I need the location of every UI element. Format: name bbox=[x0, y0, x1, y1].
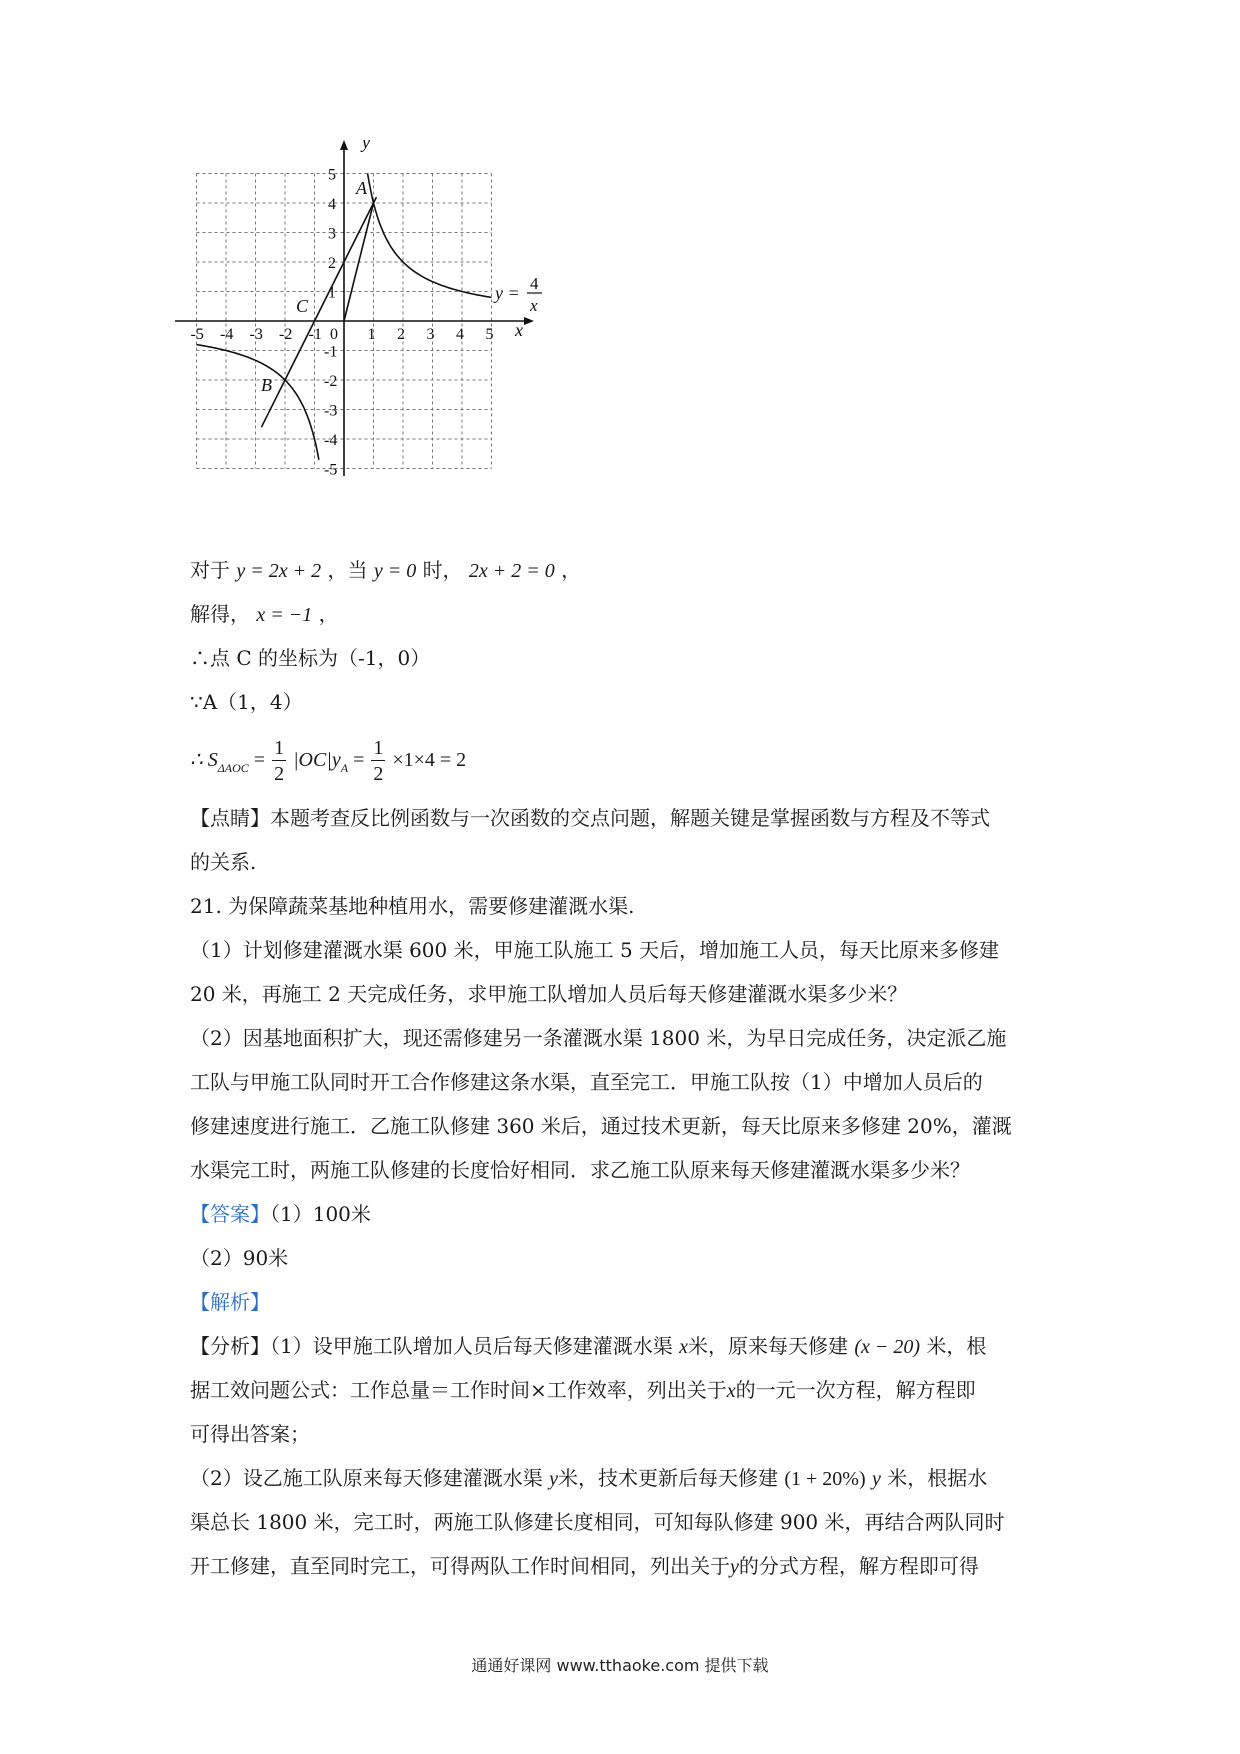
question-p2-line-1: （2）因基地面积扩大，现还需修建另一条灌溉水渠 1800 米，为早日完成任务，决定派乙施 bbox=[190, 1026, 1007, 1050]
y-tick-label: -1 bbox=[324, 343, 338, 361]
variable: y bbox=[871, 1468, 881, 1490]
text: 的分式方程，解方程即可得 bbox=[738, 1554, 979, 1578]
solution-line-3: ∴点 C 的坐标为（-1，0） bbox=[190, 646, 431, 670]
text: = bbox=[353, 749, 365, 771]
solution-line-1 bbox=[190, 548, 1070, 592]
numerator: 1 bbox=[373, 737, 384, 760]
text: （1）100米 bbox=[270, 1202, 371, 1226]
point-a-label: A bbox=[356, 178, 367, 198]
text: ，当 bbox=[327, 558, 368, 582]
text: 对于 bbox=[190, 558, 230, 582]
question-p2-line-3: 修建速度进行施工．乙施工队修建 360 米后，通过技术更新，每天比原来多修建 20%，灌溉 bbox=[190, 1114, 1012, 1138]
solution-line-4: ∵A（1，4） bbox=[190, 690, 303, 714]
text: （2）设乙施工队原来每天修建灌溉水渠 bbox=[190, 1466, 543, 1490]
x-tick-label: 1 bbox=[367, 326, 376, 343]
subscript: ΔAOC bbox=[217, 761, 249, 775]
analysis-line-2 bbox=[190, 1368, 1070, 1412]
analysis-line-6 bbox=[190, 1544, 1070, 1588]
expression: (1 + 20%) bbox=[784, 1468, 866, 1490]
dianjing-line-2: 的关系. bbox=[190, 850, 257, 874]
text: ， bbox=[318, 602, 339, 626]
y-tick-label: -3 bbox=[324, 402, 338, 420]
text: 时， bbox=[422, 558, 463, 582]
y-tick-label: -2 bbox=[324, 373, 338, 390]
text: 据工效问题公式：工作总量＝工作时间×工作效率，列出关于 bbox=[190, 1378, 727, 1402]
x-tick-label: -2 bbox=[279, 326, 293, 343]
equation: y = 0 bbox=[373, 560, 417, 582]
y-axis-label: y bbox=[362, 140, 370, 152]
x-tick-label: -1 bbox=[308, 326, 322, 343]
curve-label-lhs: y = bbox=[495, 283, 520, 303]
fraction bbox=[371, 738, 385, 784]
question-p2-line-4: 水渠完工时，两施工队修建的长度恰好相同．求乙施工队原来每天修建灌溉水渠多少米？ bbox=[190, 1158, 970, 1182]
question-title: 21. 为保障蔬菜基地种植用水，需要修建灌溉水渠. bbox=[190, 894, 635, 918]
y-tick-label: -5 bbox=[324, 461, 338, 479]
x-tick-label: 5 bbox=[485, 326, 494, 343]
analysis-line-4 bbox=[190, 1456, 1070, 1500]
text: 解得， bbox=[190, 602, 250, 626]
x-axis-arrow-icon bbox=[524, 317, 534, 325]
hyperbola-branch-left bbox=[197, 345, 319, 460]
y-tick-label: 2 bbox=[328, 255, 336, 272]
subscript: A bbox=[340, 761, 349, 775]
coordinate-graph bbox=[150, 140, 630, 540]
content bbox=[190, 548, 1070, 1588]
variable: x bbox=[726, 1380, 736, 1402]
x-tick-label: -4 bbox=[220, 326, 234, 343]
text: ∴ S bbox=[190, 749, 218, 771]
hyperbola-branch-right bbox=[368, 174, 492, 298]
fraction bbox=[272, 738, 286, 784]
x-axis-label: x bbox=[515, 320, 523, 340]
text: 米，技术更新后每天修建 bbox=[557, 1466, 778, 1490]
x-tick-label: -5 bbox=[190, 326, 204, 343]
denominator: 2 bbox=[373, 763, 384, 786]
solution-line-2 bbox=[190, 592, 1070, 636]
denominator: 2 bbox=[274, 763, 285, 786]
jiexi-tag: 【解析】 bbox=[190, 1290, 270, 1314]
line-y-2x-plus-2 bbox=[261, 197, 376, 427]
x-tick-label: -3 bbox=[249, 326, 263, 343]
point-b-label: B bbox=[261, 375, 272, 395]
text: 米，原来每天修建 bbox=[687, 1334, 848, 1358]
curve-label bbox=[493, 274, 542, 315]
dianjing-tag: 【点睛】 bbox=[190, 806, 270, 830]
analysis-line-3: 可得出答案； bbox=[190, 1422, 310, 1446]
text: ×1×4 = 2 bbox=[392, 749, 467, 771]
point-c-label: C bbox=[296, 296, 309, 316]
y-tick-label: 4 bbox=[328, 196, 336, 213]
analysis-line-1 bbox=[190, 1324, 1070, 1368]
footer-text: 通通好课网 www.tthaoke.com 提供下载 bbox=[471, 1656, 769, 1675]
x-tick-label: 2 bbox=[397, 326, 405, 343]
x-tick-label: 4 bbox=[456, 326, 464, 343]
analysis-tag: 【分析】 bbox=[190, 1334, 270, 1358]
equation: x = −1 bbox=[256, 604, 313, 626]
variable: y bbox=[549, 1468, 558, 1490]
text: |OC|y bbox=[293, 749, 341, 771]
x-tick-label: 3 bbox=[426, 326, 435, 343]
y-tick-label: -4 bbox=[324, 432, 338, 449]
question-p2-line-2: 工队与甲施工队同时开工合作修建这条水渠，直至完工．甲施工队按（1）中增加人员后的 bbox=[190, 1070, 983, 1094]
equation: 2x + 2 = 0 bbox=[468, 560, 555, 582]
axes bbox=[175, 140, 534, 476]
dianjing-line-1 bbox=[190, 796, 1070, 840]
text: 米，根据水 bbox=[887, 1466, 988, 1490]
y-tick-label: 3 bbox=[328, 225, 336, 243]
variable: y bbox=[730, 1556, 739, 1578]
x-tick-label: 0 bbox=[330, 326, 338, 343]
answer-line-2: （2）90米 bbox=[190, 1246, 289, 1270]
variable: x bbox=[679, 1336, 688, 1358]
text: 的一元一次方程，解方程即 bbox=[735, 1378, 976, 1402]
text: 开工修建，直至同时完工，可得两队工作时间相同，列出关于 bbox=[190, 1554, 730, 1578]
y-tick-label: 1 bbox=[328, 284, 336, 302]
curve-label-den: x bbox=[530, 296, 538, 315]
tick-labels bbox=[191, 167, 494, 479]
text: ， bbox=[561, 558, 582, 582]
equation: y = 2x + 2 bbox=[236, 560, 322, 582]
text: （1）设甲施工队增加人员后每天修建灌溉水渠 bbox=[270, 1334, 673, 1358]
text: 米，根 bbox=[926, 1334, 987, 1358]
curve-label-num: 4 bbox=[530, 274, 539, 293]
analysis-line-5: 渠总长 1800 米，完工时，两施工队修建长度相同，可知每队修建 900 米，再结合两队同时 bbox=[190, 1510, 1005, 1534]
answer-line-1 bbox=[190, 1192, 1070, 1236]
area-formula bbox=[190, 724, 1070, 796]
expression: (x − 20) bbox=[854, 1336, 921, 1358]
numerator: 1 bbox=[274, 737, 285, 760]
y-tick-label: 5 bbox=[328, 166, 336, 184]
question-p1-line-2: 20 米，再施工 2 天完成任务，求甲施工队增加人员后每天修建灌溉水渠多少米？ bbox=[190, 982, 908, 1006]
y-axis-arrow-icon bbox=[340, 140, 348, 150]
question-p1-line-1: （1）计划修建灌溉水渠 600 米，甲施工队施工 5 天后，增加施工人员，每天比原来多修建 bbox=[190, 938, 1000, 962]
text: = bbox=[253, 749, 266, 771]
answer-tag: 【答案】 bbox=[190, 1202, 270, 1226]
text: 本题考查反比例函数与一次函数的交点问题，解题关键是掌握函数与方程及不等式 bbox=[270, 806, 990, 830]
